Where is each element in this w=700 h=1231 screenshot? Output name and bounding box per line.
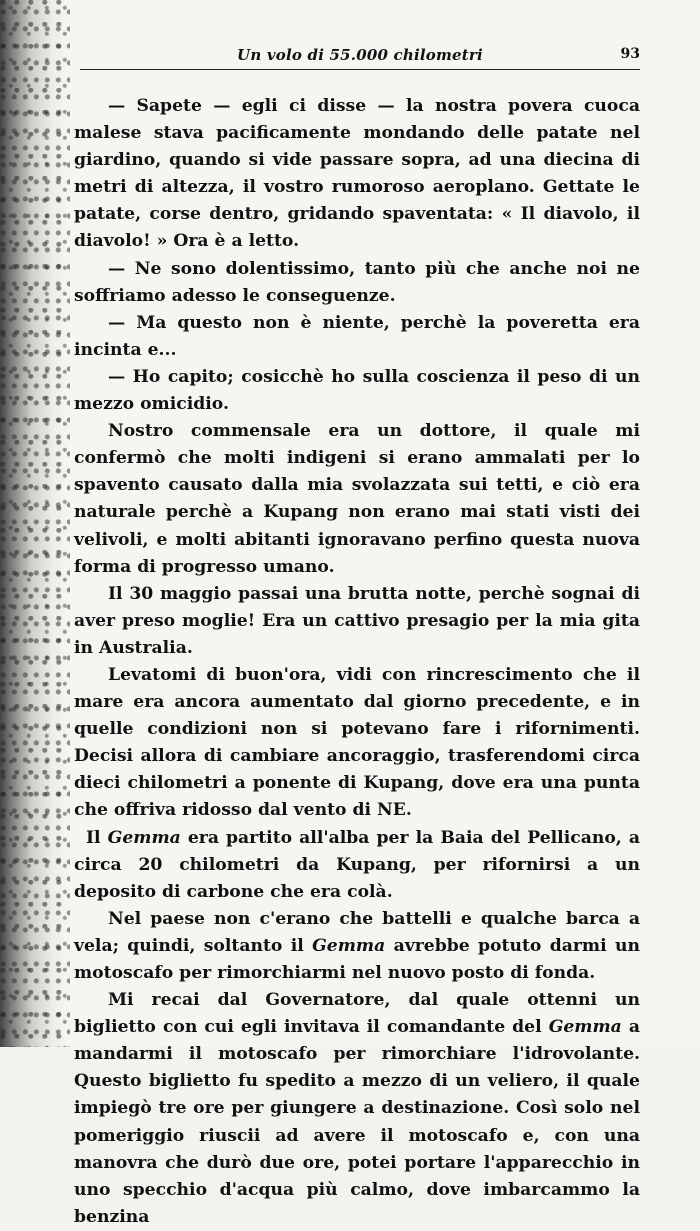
paragraph (74, 987, 640, 1231)
paragraph-text: Nel paese non c'erano che battelli e qualche barca a vela; quindi, soltanto il (74, 908, 640, 956)
ship-name: Gemma (107, 827, 181, 848)
body-text (74, 93, 640, 1231)
paragraph: Levatomi di buon'ora, vidi con rincrescimento che il mare era ancora aumentato dal giorno precedente, e in quelle condizioni non si potevano fare i rifornimenti. Decisi allora di cambiare ancoraggio, trasferendomi circa dieci chilometri a ponente di Kupang, dove era una punta che offriva ridosso dal vento di NE. (74, 664, 640, 821)
page-number: 93 (620, 46, 640, 62)
paragraph-text: a mandarmi il motoscafo per rimorchiare l'idrovolante. Questo biglietto fu spedito a mezzo di un veliero, il quale impiegò tre ore per giungere a destinazione. Così solo nel pomeriggio riuscii ad avere il motoscafo e, con una manovra che durò due ore, potei portare l'apparecchio in uno specchio d'acqua più calmo, dove imbarcammo la benzina (74, 1017, 640, 1227)
paragraph: — Ne sono dolentissimo, tanto più che anche noi ne soffriamo adesso le conseguenze. (74, 258, 640, 306)
paragraph: — Ma questo non è niente, perchè la poveretta era incinta e... (74, 312, 640, 360)
paragraph: — Sapete — egli ci disse — la nostra povera cuoca malese stava pacificamente mondando delle patate nel giardino, quando si vide passare sopra, ad una diecina di metri di altezza, il vostro rumoroso aeroplano. Gettate le patate, corse dentro, gridando spaventata: « Il diavolo, il diavolo! » Ora è a letto. (74, 96, 640, 252)
paragraph (74, 906, 640, 987)
paragraph: Nostro commensale era un dottore, il quale mi confermò che molti indigeni si erano ammalati per lo spavento causato dalla mia svolazzata sui tetti, e ciò era naturale perchè a Kupang non erano mai stati visti dei velivoli, e molti abitanti ignoravano perfino questa nuova forma di progresso umano. (74, 421, 640, 577)
ship-name: Gemma (312, 935, 386, 956)
running-title: Un volo di 55.000 chilometri (237, 46, 483, 64)
paragraph: Il 30 maggio passai una brutta notte, perchè sognai di aver preso moglie! Era un cattivo presagio per la mia gita in Australia. (74, 583, 640, 658)
paragraph-text: era partito all'alba per la Baia del Pellicano, a circa 20 chilometri da Kupang, per rifornirsi a un deposito di carbone che era colà. (74, 827, 640, 902)
paragraph: — Ho capito; cosicchè ho sulla coscienza il peso di un mezzo omicidio. (74, 366, 640, 415)
paragraph-text: avrebbe potuto darmi un motoscafo per rimorchiarmi nel nuovo posto di fonda. (74, 935, 640, 983)
page-header (80, 42, 640, 70)
paragraph-text: Il (86, 827, 108, 848)
paragraph (74, 825, 640, 906)
header-rule (80, 69, 640, 70)
ship-name: Gemma (548, 1017, 622, 1038)
binding-shadow (0, 0, 70, 1047)
paragraph-text: Mi recai dal Governatore, dal quale ottenni un biglietto con cui egli invitava il comandante del (74, 990, 640, 1038)
